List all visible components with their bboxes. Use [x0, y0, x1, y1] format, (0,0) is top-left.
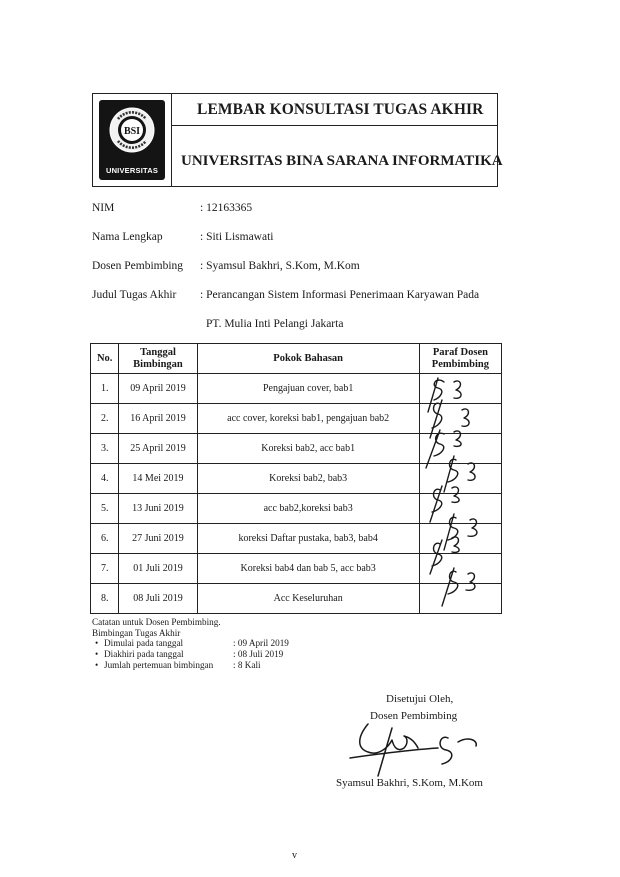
logo-cell: [93, 94, 172, 186]
header-tanggal: Tanggal Bimbingan: [119, 344, 197, 374]
sheet-title: LEMBAR KONSULTASI TUGAS AKHIR: [197, 101, 484, 118]
header-box: [92, 93, 503, 187]
advisor-label: Dosen Pembimbing: [92, 260, 184, 272]
row-topic: Koreksi bab4 dan bab 5, acc bab3: [197, 554, 419, 584]
note-label: Diakhiri pada tanggal: [104, 649, 184, 659]
bullet-icon: •: [95, 638, 99, 648]
paraf-signature-8: [442, 568, 475, 606]
thesis-label: Judul Tugas Akhir: [92, 289, 177, 301]
header-paraf: Paraf Dosen Pembimbing: [419, 344, 501, 374]
name-value: : Siti Lismawati: [200, 231, 274, 243]
row-topic: Pengajuan cover, bab1: [197, 374, 419, 404]
logo-label: UNIVERSITAS: [105, 166, 159, 175]
header-divider: [172, 125, 497, 126]
advisor-signature: [348, 718, 498, 780]
row-topic: acc bab2,koreksi bab3: [197, 494, 419, 524]
row-date: 08 Juli 2019: [119, 584, 197, 614]
note-value: : 09 April 2019: [233, 638, 289, 648]
row-topic: koreksi Daftar pustaka, bab3, bab4: [197, 524, 419, 554]
list-item: [92, 660, 261, 671]
thesis-value-line1: : Perancangan Sistem Informasi Penerimaan Karyawan Pada: [200, 289, 480, 301]
row-date: 13 Juni 2019: [119, 494, 197, 524]
list-item: [92, 638, 289, 649]
paraf-signature-6: [444, 514, 477, 550]
row-no: 5.: [91, 494, 119, 524]
approved-by: Disetujui Oleh,: [386, 693, 454, 705]
row-no: 3.: [91, 434, 119, 464]
row-topic: Koreksi bab2, acc bab1: [197, 434, 419, 464]
university-name: UNIVERSITAS BINA SARANA INFORMATIKA: [181, 153, 503, 169]
logo-emblem-icon: [108, 106, 156, 154]
paraf-signature-2: [430, 400, 469, 438]
paraf-signatures: [410, 368, 502, 608]
note-value: : 08 Juli 2019: [233, 649, 284, 659]
notes-subtitle: Bimbingan Tugas Akhir: [92, 627, 181, 638]
bullet-icon: •: [95, 660, 99, 670]
row-topic: Koreksi bab2, bab3: [197, 464, 419, 494]
row-date: 25 April 2019: [119, 434, 197, 464]
name-label: Nama Lengkap: [92, 231, 163, 243]
approver-role: Dosen Pembimbing: [370, 710, 458, 722]
row-no: 1.: [91, 374, 119, 404]
advisor-value: : Syamsul Bakhri, S.Kom, M.Kom: [200, 260, 360, 272]
approver-name: Syamsul Bakhri, S.Kom, M.Kom: [336, 777, 483, 789]
thesis-value-line2: PT. Mulia Inti Pelangi Jakarta: [206, 318, 344, 330]
notes-section: [92, 617, 289, 671]
page-number: v: [292, 850, 297, 861]
row-no: 8.: [91, 584, 119, 614]
list-item: [92, 649, 284, 660]
logo-center-text: BSI: [123, 126, 141, 137]
nim-value: : 12163365: [200, 202, 253, 214]
row-date: 01 Juli 2019: [119, 554, 197, 584]
notes-title: Catatan untuk Dosen Pembimbing.: [92, 617, 221, 627]
note-label: Dimulai pada tanggal: [104, 638, 184, 648]
university-logo: [99, 100, 165, 180]
row-no: 7.: [91, 554, 119, 584]
row-date: 14 Mei 2019: [119, 464, 197, 494]
header-no: No.: [91, 344, 119, 374]
row-date: 09 April 2019: [119, 374, 197, 404]
row-date: 16 April 2019: [119, 404, 197, 434]
bullet-icon: •: [95, 649, 99, 659]
nim-label: NIM: [92, 202, 115, 214]
note-value: : 8 Kali: [233, 660, 261, 670]
row-no: 4.: [91, 464, 119, 494]
row-topic: Acc Keseluruhan: [197, 584, 419, 614]
paraf-signature-4: [444, 456, 475, 492]
note-label: Jumlah pertemuan bimbingan: [104, 660, 214, 670]
header-pokok: Pokok Bahasan: [197, 344, 419, 374]
paraf-signature-1: [428, 378, 461, 412]
row-no: 6.: [91, 524, 119, 554]
row-no: 2.: [91, 404, 119, 434]
row-topic: acc cover, koreksi bab1, pengajuan bab2: [197, 404, 419, 434]
row-date: 27 Juni 2019: [119, 524, 197, 554]
paraf-signature-7: [430, 537, 459, 574]
